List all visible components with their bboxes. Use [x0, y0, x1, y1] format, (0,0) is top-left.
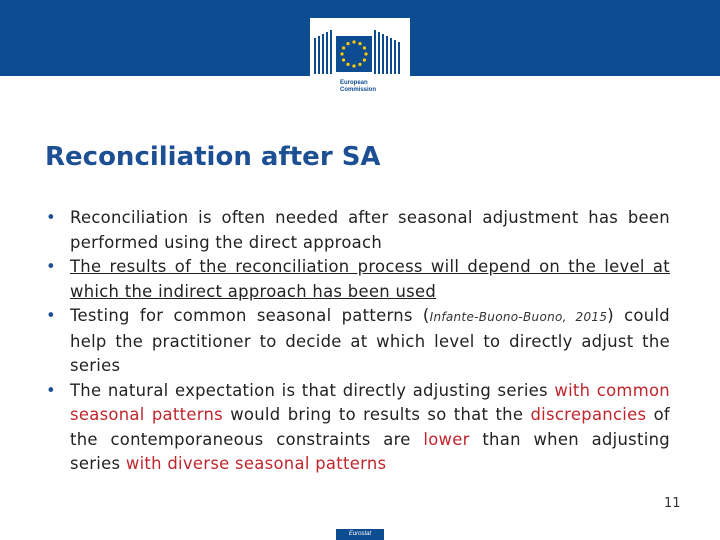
- page-number: 11: [664, 496, 681, 511]
- logo-text: [340, 80, 376, 94]
- bullet-text-part: of the contemporaneous constraints are: [70, 405, 670, 449]
- bullet-text-part: The natural expectation is that directly adjusting series: [70, 380, 555, 400]
- bullet-icon: •: [46, 257, 56, 276]
- eurostat-logo: Eurostat: [336, 529, 384, 540]
- logo-line-2: Commission: [340, 87, 377, 93]
- bullet-text-part: than when adjusting series: [70, 429, 670, 473]
- slide-title: Reconciliation after SA: [45, 142, 381, 172]
- european-commission-logo: [310, 18, 410, 102]
- logo-line-1: European: [340, 80, 368, 86]
- bullet-icon: •: [46, 380, 56, 400]
- bullet-item: [44, 255, 670, 304]
- bullet-text-pre: Testing for common seasonal patterns (: [70, 306, 430, 325]
- highlight-text: with diverse seasonal patterns: [125, 454, 387, 473]
- bullet-text: The results of the reconciliation process will depend on the level at which the indirect approach has been used: [70, 257, 670, 301]
- bullet-text-post: ) could help the practitioner to decide at which level to directly adjust the series: [70, 306, 671, 375]
- commission-building-icon: [310, 18, 410, 80]
- highlight-text: lower: [423, 429, 470, 449]
- bullet-text-part: would bring to results so that the: [223, 405, 531, 424]
- bullet-list: [44, 206, 670, 477]
- citation: Infante-Buono-Buono, 2015: [429, 310, 608, 324]
- bullet-icon: •: [46, 208, 56, 227]
- bullet-icon: •: [46, 306, 56, 325]
- bullet-text: Reconciliation is often needed after seasonal adjustment has been performed using the direct approach: [70, 208, 670, 252]
- bullet-item: [44, 304, 670, 379]
- bullet-item: [44, 206, 670, 255]
- highlight-text: discrepancies: [530, 405, 647, 424]
- bullet-item: [44, 379, 670, 477]
- highlight-text: with common seasonal patterns: [70, 380, 670, 424]
